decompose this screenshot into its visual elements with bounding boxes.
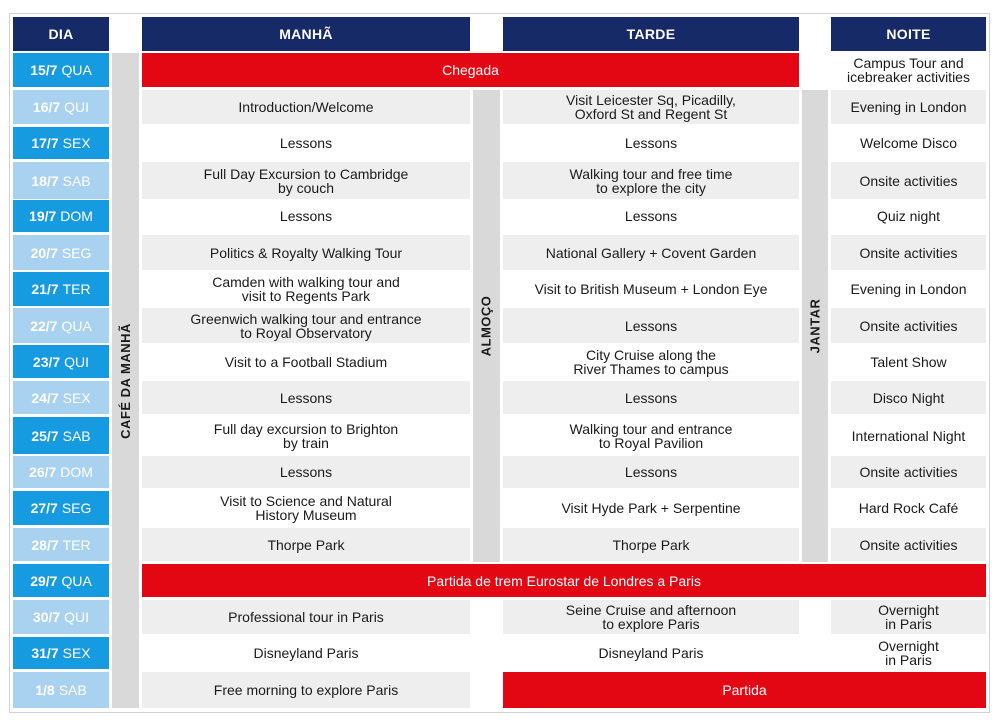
manha-cell: Introduction/Welcome <box>142 90 470 124</box>
tarde-cell: Lessons <box>503 456 799 488</box>
header-dia: DIA <box>13 17 109 51</box>
noite-cell: Evening in London <box>831 272 986 306</box>
manha-cell: Visit to a Football Stadium <box>142 345 470 378</box>
noite-cell: Disco Night <box>831 381 986 414</box>
day-date: 18/7 <box>31 172 59 189</box>
day-weekday: SAB <box>62 172 91 189</box>
tarde-cell: Walking tour and entrance to Royal Pavilion <box>503 417 799 454</box>
day-date: 23/7 <box>32 353 61 370</box>
manha-cell: Full Day Excursion to Cambridge by couch <box>142 162 470 199</box>
day-weekday: SEX <box>62 389 91 406</box>
noite-cell: Overnight in Paris <box>831 637 986 669</box>
day-date: 27/7 <box>30 500 58 516</box>
tarde-cell: City Cruise along the River Thames to campus <box>503 345 799 378</box>
noite-cell: Onsite activities <box>831 456 986 488</box>
day-cell <box>13 564 109 597</box>
noite-cell: International Night <box>831 417 986 454</box>
manha-cell: Thorpe Park <box>142 528 470 561</box>
day-cell <box>13 162 109 199</box>
day-date: 15/7 <box>30 62 58 78</box>
tarde-cell: Disneyland Paris <box>503 637 799 669</box>
day-date: 20/7 <box>30 244 58 261</box>
jantar-strip-label: JANTAR <box>807 298 823 354</box>
day-cell <box>13 456 109 488</box>
day-cell <box>13 528 109 561</box>
header-manha: MANHÃ <box>142 17 470 51</box>
day-cell <box>13 90 109 124</box>
noite-cell: Onsite activities <box>831 308 986 343</box>
day-weekday: TER <box>62 281 91 297</box>
manha-cell: Camden with walking tour and visit to Regents Park <box>142 272 470 306</box>
tarde-cell: Visit Hyde Park + Serpentine <box>503 491 799 525</box>
day-weekday: QUI <box>64 609 90 625</box>
manha-cell: Full day excursion to Brighton by train <box>142 417 470 454</box>
day-weekday: SEX <box>62 135 91 151</box>
day-weekday: SAB <box>58 682 87 698</box>
day-cell <box>13 127 109 159</box>
day-date: 19/7 <box>29 208 57 224</box>
noite-cell: Campus Tour and icebreaker activities <box>831 53 986 87</box>
day-weekday: QUI <box>64 353 90 370</box>
header-noite: NOITE <box>831 17 986 51</box>
day-weekday: SEG <box>61 244 92 261</box>
day-weekday: QUA <box>61 572 92 589</box>
day-cell <box>13 235 109 270</box>
day-cell <box>13 381 109 414</box>
day-weekday: TER <box>62 536 91 553</box>
noite-cell: Hard Rock Café <box>831 491 986 525</box>
cafe-da-manha-strip-label: CAFÉ DA MANHÃ <box>117 322 133 439</box>
manha-cell: Professional tour in Paris <box>142 600 470 634</box>
day-date: 17/7 <box>31 135 59 151</box>
tarde-cell: Lessons <box>503 200 799 232</box>
day-date: 21/7 <box>31 281 59 297</box>
header-tarde: TARDE <box>503 17 799 51</box>
day-weekday: DOM <box>60 208 93 224</box>
manha-cell: Lessons <box>142 456 470 488</box>
day-cell <box>13 308 109 343</box>
day-cell <box>13 600 109 634</box>
noite-cell: Welcome Disco <box>831 127 986 159</box>
almoco-strip-label: ALMOÇO <box>478 295 494 357</box>
noite-cell: Evening in London <box>831 90 986 124</box>
jantar-strip <box>802 90 828 562</box>
day-date: 31/7 <box>31 645 59 661</box>
day-date: 28/7 <box>31 536 59 553</box>
day-weekday: SEG <box>61 500 92 516</box>
manha-cell: Politics & Royalty Walking Tour <box>142 235 470 270</box>
day-weekday: QUI <box>64 99 90 115</box>
tarde-cell: Visit to British Museum + London Eye <box>503 272 799 306</box>
cafe-da-manha-strip <box>112 53 139 708</box>
banner-row: Chegada <box>142 53 799 87</box>
day-weekday: SEX <box>62 645 91 661</box>
day-date: 30/7 <box>32 609 61 625</box>
tarde-cell: Visit Leicester Sq, Picadilly, Oxford St and Regent St <box>503 90 799 124</box>
day-cell <box>13 637 109 669</box>
banner-row: Partida de trem Eurostar de Londres a Paris <box>142 564 986 597</box>
manha-cell: Lessons <box>142 381 470 414</box>
day-date: 16/7 <box>32 99 61 115</box>
day-weekday: QUA <box>61 317 92 334</box>
noite-cell: Onsite activities <box>831 235 986 270</box>
day-weekday: SAB <box>62 427 91 444</box>
tarde-cell: Walking tour and free time to explore the city <box>503 162 799 199</box>
tarde-cell: Lessons <box>503 381 799 414</box>
day-cell <box>13 417 109 454</box>
tarde-cell: National Gallery + Covent Garden <box>503 235 799 270</box>
manha-cell: Greenwich walking tour and entrance to Royal Observatory <box>142 308 470 343</box>
day-cell <box>13 53 109 87</box>
noite-cell: Quiz night <box>831 200 986 232</box>
noite-cell: Onsite activities <box>831 528 986 561</box>
day-date: 26/7 <box>29 464 57 480</box>
day-cell <box>13 272 109 306</box>
day-cell <box>13 672 109 708</box>
day-weekday: QUA <box>61 62 92 78</box>
tarde-cell: Lessons <box>503 127 799 159</box>
noite-cell: Talent Show <box>831 345 986 378</box>
day-date: 1/8 <box>35 682 55 698</box>
day-weekday: DOM <box>60 464 93 480</box>
tarde-cell: Lessons <box>503 308 799 343</box>
manha-cell: Lessons <box>142 200 470 232</box>
day-date: 25/7 <box>31 427 59 444</box>
tarde-cell: Thorpe Park <box>503 528 799 561</box>
day-date: 22/7 <box>30 317 58 334</box>
noite-cell: Onsite activities <box>831 162 986 199</box>
tarde-cell: Seine Cruise and afternoon to explore Paris <box>503 600 799 634</box>
manha-cell: Free morning to explore Paris <box>142 672 470 708</box>
almoco-strip <box>473 90 500 562</box>
noite-cell: Overnight in Paris <box>831 600 986 634</box>
partida-banner: Partida <box>503 672 986 708</box>
day-cell <box>13 491 109 525</box>
manha-cell: Lessons <box>142 127 470 159</box>
day-date: 29/7 <box>30 572 58 589</box>
manha-cell: Disneyland Paris <box>142 637 470 669</box>
day-cell <box>13 345 109 378</box>
manha-cell: Visit to Science and Natural History Museum <box>142 491 470 525</box>
day-date: 24/7 <box>31 389 59 406</box>
day-cell <box>13 200 109 232</box>
